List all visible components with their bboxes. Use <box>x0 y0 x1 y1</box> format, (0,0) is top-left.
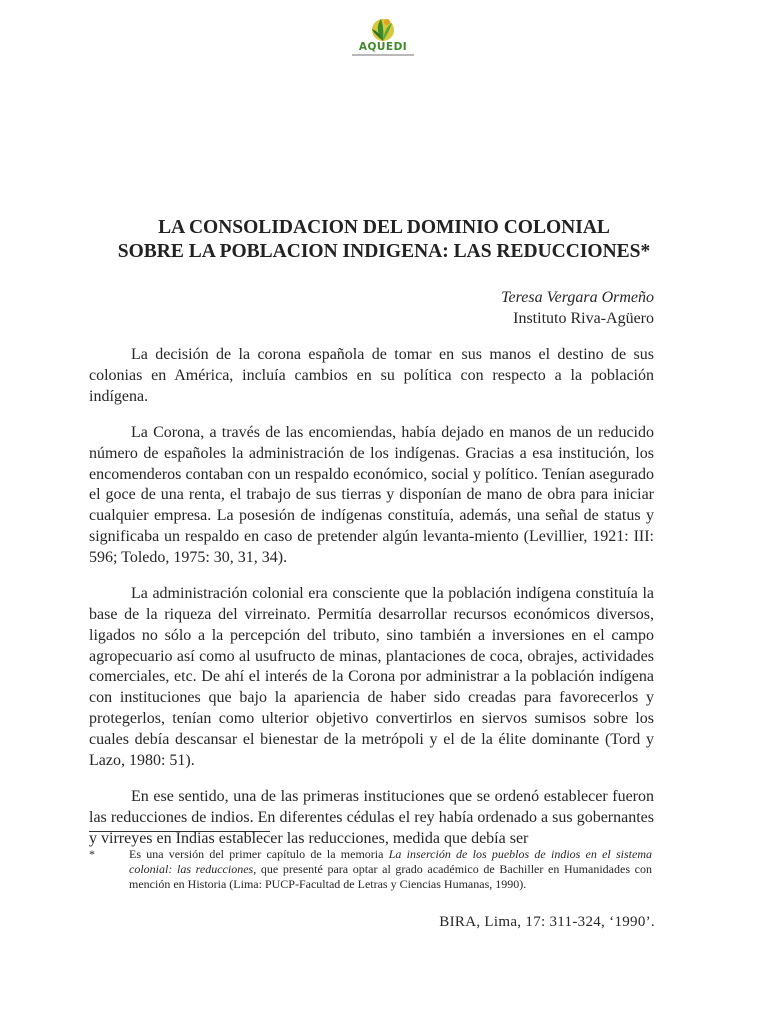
paragraph: La decisión de la corona española de tomar en sus manos el destino de sus colonias en América, incluía cambios en su política con respecto a la población indígena. <box>89 346 654 405</box>
title-line-2: SOBRE LA POBLACION INDIGENA: LAS REDUCCIONES* <box>117 241 651 262</box>
paragraph: En ese sentido, una de las primeras instituciones que se ordenó establecer fueron las reducciones de indios. En diferentes cédulas el rey había ordenado a sus gobernantes y virreyes en Indias establecer las reducciones, medida que debía ser <box>89 787 654 847</box>
leaf-emblem-icon <box>368 14 398 44</box>
author-block <box>501 287 654 329</box>
article-body <box>89 345 654 865</box>
paragraph: La administración colonial era consciente que la población indígena constituía la base de la riqueza del virreinato. Permitía desarrollar recursos económicos diversos, ligados no sólo a la percepción del tributo, sino también a inversiones en el campo agropecuario así como al usufructo de minas, plantaciones de coca, obrajes, actividades comerciales, etc. De ahí el interés de la Corona por administrar a la población indígena con instituciones que bajo la apariencia de haber sido creadas para favorecerlos y protegerlos, tenían como ulterior objetivo convertirlos en siervos sumisos sobre los cuales debía descansar el bienestar de la metrópoli y el de la élite dominante (Tord y Lazo, 1980: 51). <box>89 585 654 769</box>
publisher-logo <box>343 14 423 64</box>
title-line-1: LA CONSOLIDACION DEL DOMINIO COLONIAL <box>158 217 610 238</box>
author-affiliation: Instituto Riva-Agüero <box>513 310 654 327</box>
paragraph: La Corona, a través de las encomiendas, había dejado en manos de un reducido número de españoles la administración de los indígenas. Gracias a esa institución, los encomenderos contaban con un respaldo económico, social y político. Tenían asegurado el goce de una renta, el trabajo de sus tierras y disponían de mano de obra para iniciar cualquier empresa. La posesión de indígenas constituía, además, una señal de status y significaba un respaldo en caso de pretender algún levanta-miento (Levillier, 1921: III: 596; Toledo, 1975: 30, 31, 34). <box>89 423 654 566</box>
footnote-work-title: La inserción de los pueblos de indios en el sistema colonial: las reducciones <box>129 847 653 877</box>
journal-citation: BIRA, Lima, 17: 311-324, ‘1990’. <box>439 914 655 930</box>
footnote-divider <box>89 831 270 832</box>
footnote-mark: * <box>89 847 95 861</box>
author-name: Teresa Vergara Ormeño <box>501 289 654 306</box>
article-title <box>70 216 698 264</box>
footnote <box>89 847 652 893</box>
footnote-text <box>129 847 652 893</box>
logo-text: AQUEDI <box>358 41 408 53</box>
footnote-text-before: Es una versión del primer capítulo de la memoria <box>129 847 389 861</box>
footnote-text-after: , que presenté para optar al grado académico de Bachiller en Humanidades con mención en Historia (Lima: PUCP-Facultad de Letras y Ciencias Humanas, 1990). <box>129 862 652 892</box>
logo-tagline <box>352 54 414 56</box>
